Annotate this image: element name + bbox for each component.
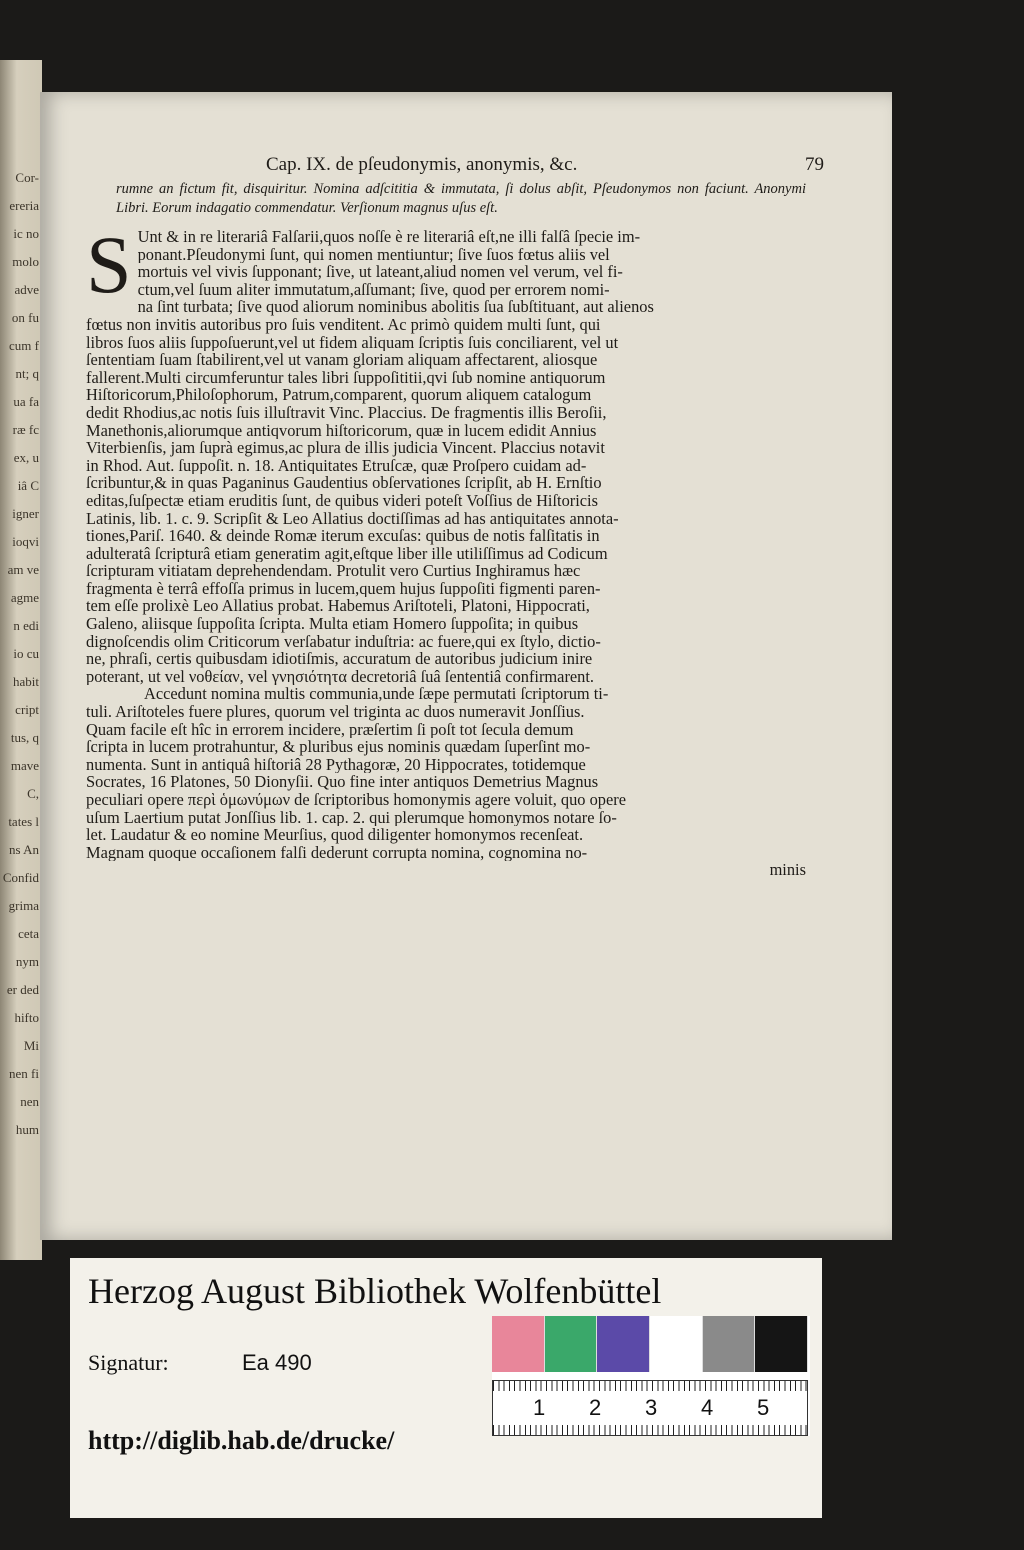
text-line: Quam facile eſt hîc in errorem incidere, præſertim ſi poſt tot ſecula demum	[86, 720, 574, 739]
adjacent-page-fragment: er ded	[6, 982, 39, 997]
adjacent-page-fragment: hum	[15, 1122, 39, 1137]
text-line: let. Laudatur & eo nomine Meurſius, quod diligenter homonymos recenſeat.	[86, 826, 584, 844]
adjacent-page-fragment: Mi	[23, 1038, 39, 1053]
library-url: http://diglib.hab.de/drucke/	[88, 1426, 395, 1455]
text-line: uſum Laertium putat Jonſſius lib. 1. cap. 2. qui plerumque homonymos notare ſo-	[86, 808, 617, 827]
color-swatch	[597, 1316, 650, 1372]
text-line: fœtus non invitis autoribus pro ſuis venditent. Ac primò quidem multi ſunt, qui	[86, 315, 601, 334]
scale-ruler	[492, 1380, 808, 1436]
adjacent-page-fragment: nen fi	[9, 1066, 39, 1081]
adjacent-page-fragment: n edi	[13, 618, 39, 633]
book-page	[40, 92, 892, 1240]
adjacent-page-fragment: Confid	[2, 870, 39, 885]
text-line: libros ſuos aliis ſuppoſuerunt,vel ut fidem aliquam ſcriptis ſuis conciliarent, vel ut	[86, 333, 619, 352]
adjacent-page-fragment: ræ fc	[12, 422, 39, 437]
signature-label: Signatur:	[88, 1350, 169, 1375]
text-line: Viterbienſis, jam ſuprà egimus,ac plura de illis judicia Vincent. Placcius notavit	[86, 439, 605, 457]
catchword: minis	[769, 861, 806, 879]
text-line: numenta. Sunt in antiquâ hiſtoriâ 28 Pythagoræ, 20 Hippocrates, totidemque	[86, 755, 586, 774]
adjacent-page-fragment: grima	[8, 898, 39, 913]
adjacent-page-fragment: ic no	[13, 226, 39, 241]
adjacent-page-fragment: ioqvi	[12, 534, 39, 549]
running-head	[86, 154, 824, 180]
adjacent-page-fragment: igner	[12, 506, 39, 521]
text-line: na ſint turbata; ſive quod aliorum nominibus abolitis ſua ſubſtituant, aut alienos	[137, 298, 654, 316]
adjacent-page-fragment: on fu	[11, 310, 39, 325]
text-line: tuli. Ariſtoteles fuere plures, quorum vel triginta ac duos numeravit Jonſſius.	[86, 703, 585, 721]
color-swatch	[703, 1316, 756, 1372]
text-line: Galeno, aliisque ſuppoſita ſcripta. Multa etiam Homero ſuppoſita; in quibus	[86, 615, 579, 633]
library-name: Herzog August Bibliothek Wolfenbüttel	[88, 1271, 662, 1311]
adjacent-page-fragment: nen	[20, 1094, 39, 1109]
adjacent-page-fragment: hifto	[14, 1010, 39, 1025]
ruler-number: 5	[757, 1395, 770, 1420]
adjacent-page-fragment: nym	[15, 954, 39, 969]
text-line: peculiari opere περὶ ὁμωνύμων de ſcriptoribus homonymis agere voluit, quo opere	[86, 791, 626, 809]
color-swatch	[650, 1316, 703, 1372]
adjacent-page-edge	[0, 60, 42, 1260]
text-line: ſcripta in lucem protrahuntur, & pluribus ejus nominis quædam ſuperſint mo-	[86, 738, 591, 756]
signature-value: Ea 490	[242, 1350, 312, 1375]
text-line: tiones,Pariſ. 1640. & deinde Romæ iterum excuſas: quibus de notis falſitatis in	[86, 527, 600, 545]
text-line: fallerent.Multi circumferuntur tales libri ſuppoſititii,qvi ſub nomine antiquorum	[86, 368, 606, 387]
text-line: ctum,vel ſuum aliter immutatum,aſſumant; ſive, quod per errorem nomi-	[137, 280, 610, 299]
text-line: editas,ſuſpectæ etiam eruditis ſunt, de quibus videri poteſt Voſſius de Hiſtoricis	[86, 491, 598, 510]
text-line: fragmenta è terrâ effoſſa primus in lucem,quem hujus ſuppoſiti figmenti paren-	[86, 579, 601, 598]
page-number: 79	[805, 154, 824, 175]
text-line: ſententiam ſuam ſtabilirent,vel ut vanam gloriam aliquam affectarent, aliosque	[86, 351, 598, 369]
adjacent-page-fragment: ceta	[18, 926, 39, 941]
text-line: tem eſſe prolixè Leo Allatius probat. Habemus Ariſtoteli, Platoni, Hippocrati,	[86, 597, 590, 616]
color-swatch	[755, 1316, 808, 1372]
page-text-block	[86, 154, 824, 879]
ruler-number: 3	[645, 1395, 658, 1420]
adjacent-page-fragment: am ve	[7, 562, 39, 577]
text-line: Unt & in re literariâ Falſarii,quos noſſe è re literariâ eſt,ne illi falſâ ſpecie im-	[137, 228, 641, 246]
text-line: poterant, ut vel νοθείαν, vel γνησιότητα decretoriâ ſuâ ſententiâ confirmarent.	[86, 667, 595, 686]
adjacent-page-fragment: tus, q	[10, 730, 39, 745]
adjacent-page-fragment: cum f	[9, 338, 39, 353]
ruler-number: 1	[533, 1395, 546, 1420]
text-line: Manethonis,aliorumque antiqvorum hiſtoricorum, quæ in lucem edidit Annius	[86, 421, 597, 440]
adjacent-page-fragment: ns An	[9, 842, 39, 857]
adjacent-page-fragment: nt; q	[15, 366, 39, 381]
text-line: Accedunt nomina multis communia,unde ſæpe permutati ſcriptorum ti-	[144, 685, 609, 704]
adjacent-page-fragment: tates l	[8, 814, 39, 829]
color-swatch	[492, 1316, 545, 1372]
text-line: ſcripturam vitiatam deprehendendam. Protulit vero Curtius Inghiramus hæc	[86, 562, 581, 580]
text-line: adulteratâ ſcripturâ etiam generatim agit,eſtque liber ille utiliſſimus ad Codicum	[86, 544, 608, 563]
text-line: ponant.Pſeudonymi ſunt, qui nomen mentiuntur; ſive ſuos fœtus aliis vel	[137, 245, 610, 264]
drop-initial: S	[86, 219, 132, 310]
library-label	[70, 1258, 822, 1518]
color-reference-card	[492, 1316, 810, 1436]
adjacent-page-fragment: ua fa	[13, 394, 39, 409]
adjacent-page-fragment: adve	[14, 282, 39, 297]
body-text	[86, 219, 806, 879]
ruler-number: 4	[701, 1395, 714, 1420]
text-line: Hiſtoricorum,Philoſophorum, Patrum,comparent, quorum aliquem catalogum	[86, 386, 592, 404]
text-line: Latinis, lib. 1. c. 9. Scripſit & Leo Allatius doctiſſimas ad has antiquitates annota-	[86, 509, 619, 528]
text-line: ſcribuntur,& in quas Paganinus Gaudentius obſervationes ſcripſit, ab H. Ernſtio	[86, 474, 602, 492]
text-line: mortuis vel vivis ſupponant; ſive, ut lateant,aliud nomen vel verum, vel fi-	[137, 263, 623, 281]
adjacent-page-fragment: mave	[10, 758, 39, 773]
color-swatch	[545, 1316, 598, 1372]
adjacent-page-fragment: ex, u	[13, 450, 39, 465]
adjacent-page-fragment: ereria	[9, 198, 39, 213]
text-line: in Rhod. Aut. ſuppoſit. n. 18. Antiquitates Etruſcæ, quæ Proſpero cuidam ad-	[86, 456, 587, 475]
running-head-title: Cap. IX. de pſeudonymis, anonymis, &c.	[266, 154, 578, 175]
adjacent-page-fragment: agme	[10, 590, 39, 605]
text-line: dignoſcendis olim Criticorum verſabatur induſtria: ac fuere,qui ex ſtylo, dictio-	[86, 632, 601, 651]
text-line: ne, phraſi, certis quibusdam idiotiſmis, accuratum de autoribus judicium inire	[86, 650, 593, 668]
text-line: Magnam quoque occaſionem falſi dederunt corrupta nomina, cognomina no-	[86, 843, 588, 862]
text-line: Socrates, 16 Platones, 50 Dionyſii. Quo fine inter antiquos Demetrius Magnus	[86, 773, 599, 791]
text-line: dedit Rhodius,ac notis ſuis illuſtravit Vinc. Placcius. De fragmentis illis Beroſii,	[86, 403, 607, 422]
ruler-number: 2	[589, 1395, 602, 1420]
chapter-summary: rumne an fictum fit, disquiritur. Nomina adſcititia & immutata, ſi dolus abſit, Pſeudonymos non faciunt. Anonymi Libri. Eorum indagatio commendatur. Verſionum magnus uſus eſt.	[116, 181, 806, 216]
adjacent-page-fragment: cript	[15, 702, 39, 717]
color-swatches	[492, 1316, 808, 1372]
adjacent-page-fragment: C,	[27, 786, 39, 801]
adjacent-page-fragment: io cu	[13, 646, 39, 661]
adjacent-page-fragment: iâ C	[17, 478, 39, 493]
adjacent-page-fragment: habit	[13, 674, 39, 689]
adjacent-page-fragment: molo	[12, 254, 39, 269]
adjacent-page-fragment: Cor-	[15, 170, 39, 185]
